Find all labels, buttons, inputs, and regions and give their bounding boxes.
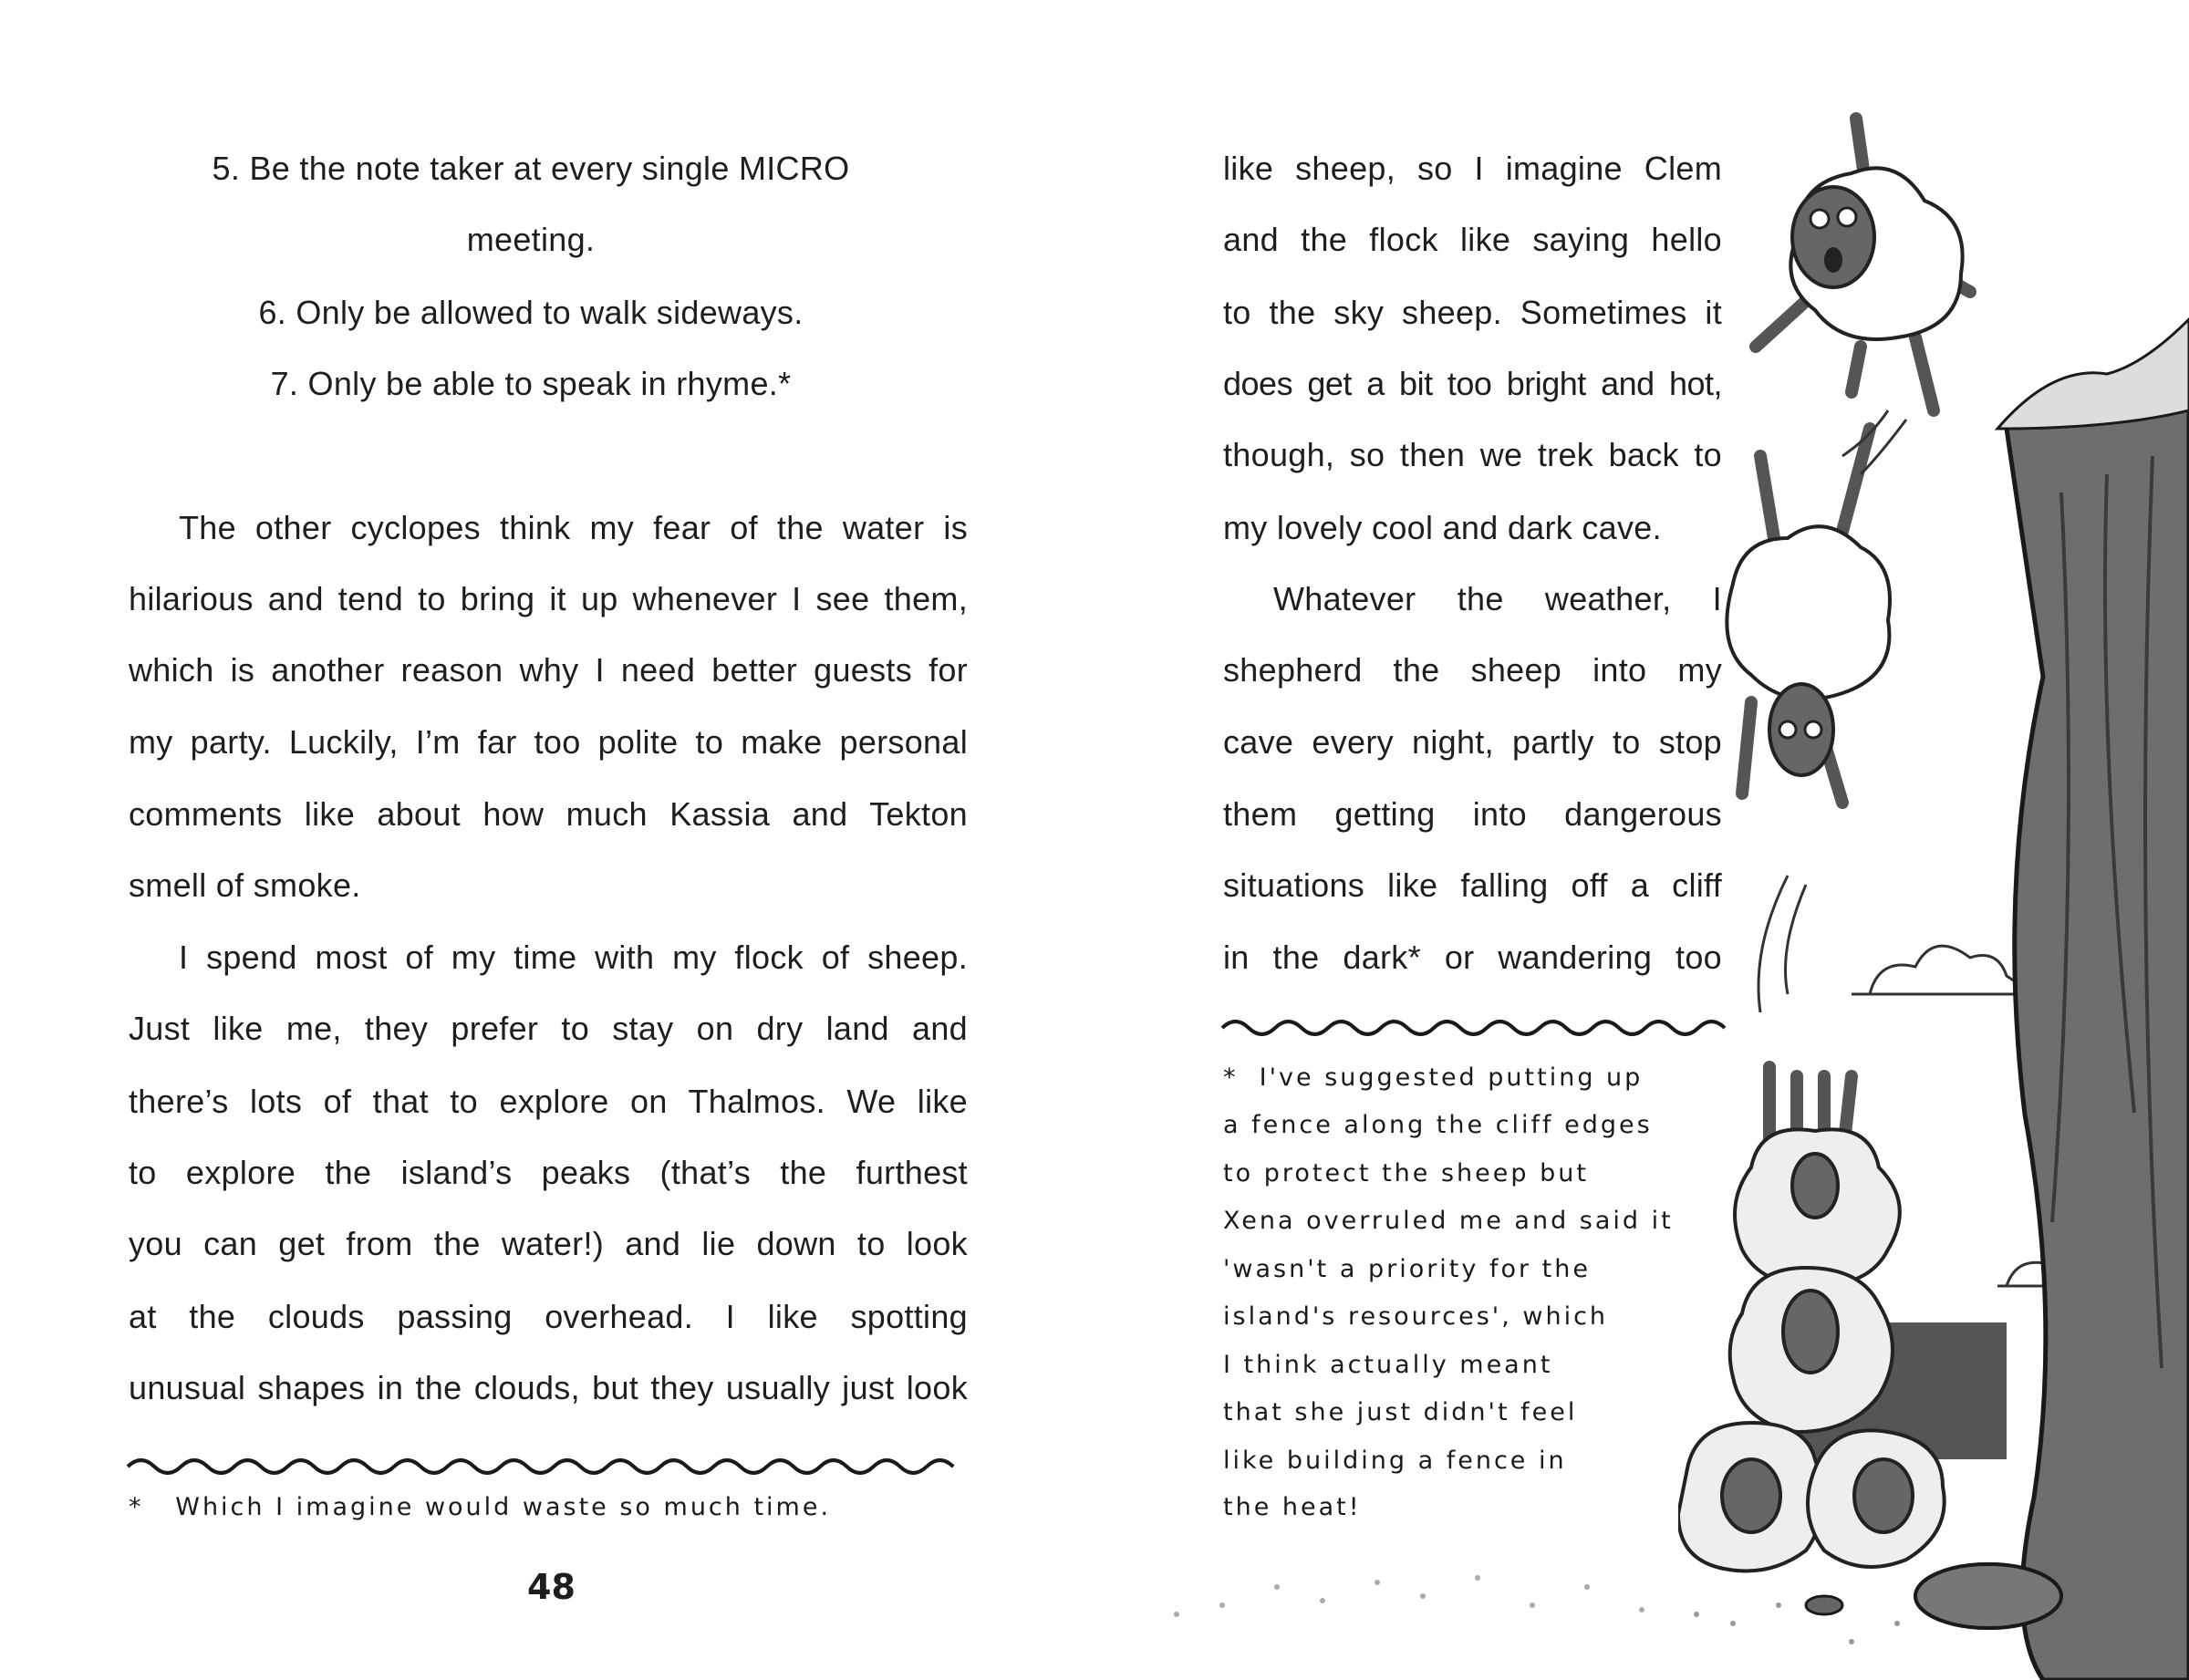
list-item: 6. Only be allowed to walk sideways. (258, 294, 804, 331)
cliff-grass (1997, 319, 2189, 429)
footnote-line: that she just didn't feel (1223, 1398, 1578, 1426)
body-line: you can get from the water!) and lie down to look (129, 1225, 968, 1262)
footnote-line: I think actually meant (1223, 1351, 1553, 1379)
rock (1806, 1596, 1842, 1614)
cliff (2007, 401, 2189, 1680)
body-line: smell of smoke. (129, 866, 361, 904)
body-line: in the dark* or wandering too (1223, 939, 1722, 976)
cloud (1852, 946, 2034, 994)
body-line: to the sky sheep. Sometimes it (1223, 294, 1722, 331)
list-item: meeting. (466, 221, 596, 258)
page-number: 48 (527, 1567, 576, 1607)
body-line: which is another reason why I need better guests for (129, 651, 968, 689)
footnote-line: like building a fence in (1223, 1447, 1567, 1475)
body-line: comments like about how much Kassia and Tekton (129, 795, 968, 833)
body-line: to explore the island’s peaks (that’s the furthest (129, 1154, 968, 1191)
list-item: 7. Only be able to speak in rhyme.* (270, 365, 792, 402)
body-line: cave every night, partly to stop (1223, 723, 1722, 761)
body-line: them getting into dangerous (1223, 795, 1722, 833)
wavy-divider (126, 1454, 970, 1479)
body-line: does get a bit too bright and hot, (1223, 365, 1722, 402)
body-line: at the clouds passing overhead. I like spotting (129, 1298, 968, 1335)
sheep-falling-top (1756, 119, 1970, 410)
body-line: Just like me, they prefer to stay on dry land and (129, 1010, 968, 1047)
body-line: my party. Luckily, I’m far too polite to make personal (129, 723, 968, 761)
footnote: * Which I imagine would waste so much time. (129, 1493, 832, 1521)
ground-speckles (1149, 1550, 1696, 1642)
sheep-cliff-illustration (1678, 109, 2189, 1680)
wavy-divider (1220, 1015, 1726, 1041)
body-line: hilarious and tend to bring it up whenever I see them, (129, 580, 968, 617)
body-line: my lovely cool and dark cave. (1223, 509, 1662, 546)
footnote-line: the heat! (1223, 1493, 1362, 1521)
body-line: I spend most of my time with my flock of sheep. (179, 939, 968, 976)
body-line: though, so then we trek back to (1223, 436, 1722, 473)
body-line: like sheep, so I imagine Clem (1223, 150, 1722, 187)
footnote-line: 'wasn't a priority for the (1223, 1255, 1591, 1283)
footnote-line: * I've suggested putting up (1223, 1063, 1644, 1092)
list-item: 5. Be the note taker at every single MICRO (212, 150, 850, 187)
footnote-line: to protect the sheep but (1223, 1159, 1589, 1187)
body-line: shepherd the sheep into my (1223, 651, 1722, 689)
sheep-falling-middle (1727, 429, 1890, 803)
sheep-stack (1678, 1067, 1945, 1571)
body-line: and the flock like saying hello (1223, 221, 1722, 258)
body-line: Whatever the weather, I (1273, 580, 1722, 617)
body-line: unusual shapes in the clouds, but they usually just look (129, 1369, 968, 1406)
footnote-line: a fence along the cliff edges (1223, 1111, 1653, 1139)
body-line: there’s lots of that to explore on Thalmos. We like (129, 1083, 968, 1120)
body-line: situations like falling off a cliff (1223, 866, 1722, 904)
body-line: The other cyclopes think my fear of the water is (179, 509, 968, 546)
rock (1915, 1564, 2061, 1628)
footnote-line: island's resources', which (1223, 1302, 1609, 1331)
footnote-line: Xena overruled me and said it (1223, 1207, 1674, 1235)
